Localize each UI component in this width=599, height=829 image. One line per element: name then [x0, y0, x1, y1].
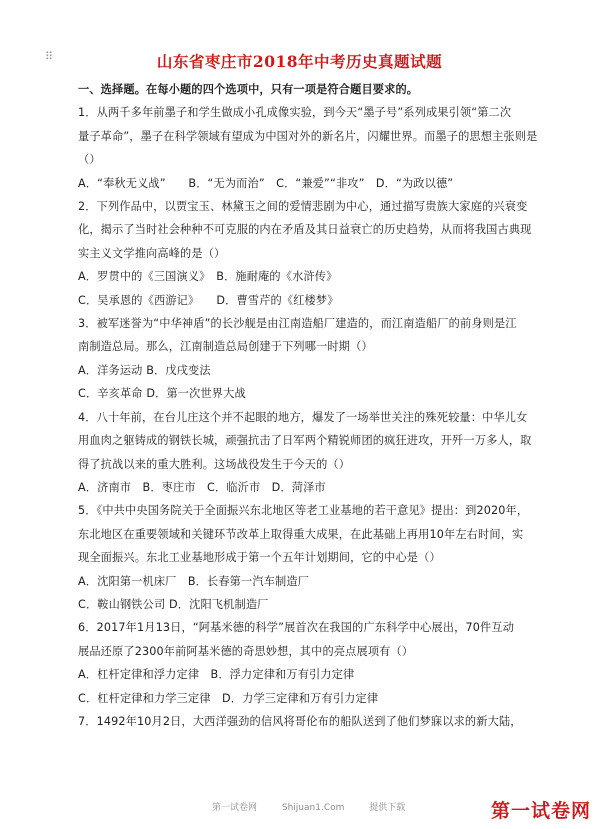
text-line: 1．从两千多年前墨子和学生做成小孔成像实验，到今天“墨子号”系列成果引领“第二次 [78, 106, 512, 120]
question-body [78, 78, 538, 733]
site-logo: 第一试卷网 [490, 800, 591, 822]
text-line: 东北地区在重要领域和关键环节改革上取得重大成果，在此基础上再用10年左右时间，实 [78, 527, 524, 541]
answer-options: A．杠杆定律和浮力定律 B．浮力定律和万有引力定律 [78, 668, 355, 682]
answer-options: A．罗贯中的《三国演义》 B．施耐庵的《水浒传》 [78, 270, 338, 284]
text-line: 7．1492年10月2日，大西洋强劲的信风将哥伦布的船队送到了他们梦寐以求的新大陆， [78, 714, 522, 728]
drag-handle-icon[interactable]: ⠿ [45, 50, 55, 63]
text-line: 2．下列作品中，以贾宝玉、林黛玉之间的爱情悲剧为中心，通过描写贵族大家庭的兴衰变 [78, 200, 528, 214]
text-line: 用血肉之躯铸成的钢铁长城，顽强抗击了日军两个精锐师团的疯狂进攻，开歼一万多人，取 [78, 434, 532, 448]
answer-options: C．吴承恩的《西游记》 D．曹雪芹的《红楼梦》 [78, 293, 339, 307]
text-line: 南制造总局。那么，江南制造总局创建于下列哪一时期（） [78, 340, 373, 354]
text-line: 6．2017年1月13日，“阿基米德的科学”展首次在我国的广东科学中心展出，70件互动 [78, 621, 515, 635]
answer-options: A．“奉秋无义战” B．“无为而治” C．“兼爱”“非攻” D．“为政以德” [78, 176, 454, 190]
text-line: 3．被军迷誉为“中华神盾”的长沙舰是由江南造船厂建造的，而江南造船厂的前身则是江 [78, 317, 517, 331]
answer-options: A．洋务运动 B．戊戌变法 [78, 363, 211, 377]
text-line: 展品还原了2300年前阿基米德的奇思妙想，其中的亮点展项有（） [78, 644, 414, 658]
footer-site-url: Shijuan1.Com [281, 803, 345, 813]
answer-options: A．济南市 B．枣庄市 C．临沂市 D．菏泽市 [78, 480, 326, 494]
text-line: 量子革命”，墨子在科学领域有望成为中国对外的新名片，闪耀世界。而墨子的思想主张则是 [78, 129, 538, 143]
text-line: 5．《中共中央国务院关于全面振兴东北地区等老工业基地的若干意见》提出：到2020年， [78, 504, 529, 518]
page-title: 山东省枣庄市2018年中考历史真题试题 [156, 52, 443, 71]
text-line: 得了抗战以来的重大胜利。这场战役发生于今天的（） [78, 457, 351, 471]
text-line: 4．八十年前，在台儿庄这个并不起眼的地方，爆发了一场举世关注的殊死较量：中华儿女 [78, 410, 528, 424]
answer-options: C．辛亥革命 D．第一次世界大战 [78, 387, 246, 401]
footer-download-text: 提供下载 [369, 803, 406, 813]
answer-options: C．杠杆定律和力学三定律 D．力学三定律和万有引力定律 [78, 691, 379, 705]
text-line: 化，揭示了当时社会种种不可克服的内在矛盾及其日益衰亡的历史趋势，从而将我国古典现 [78, 223, 532, 237]
text-line: 实主义文学推向高峰的是（） [78, 246, 226, 260]
text-line: 现全面振兴。东北工业基地形成于第一个五年计划期间，它的中心是（） [78, 551, 441, 565]
answer-options: C．鞍山钢铁公司 D．沈阳飞机制造厂 [78, 597, 269, 611]
page-footer [212, 800, 427, 813]
footer-site-name: 第一试卷网 [212, 803, 258, 813]
section-heading: 一、选择题。在每小题的四个选项中，只有一项是符合题目要求的。 [78, 83, 419, 96]
text-line: （） [78, 153, 101, 167]
answer-options: A．沈阳第一机床厂 B．长春第一汽车制造厂 [78, 574, 310, 588]
